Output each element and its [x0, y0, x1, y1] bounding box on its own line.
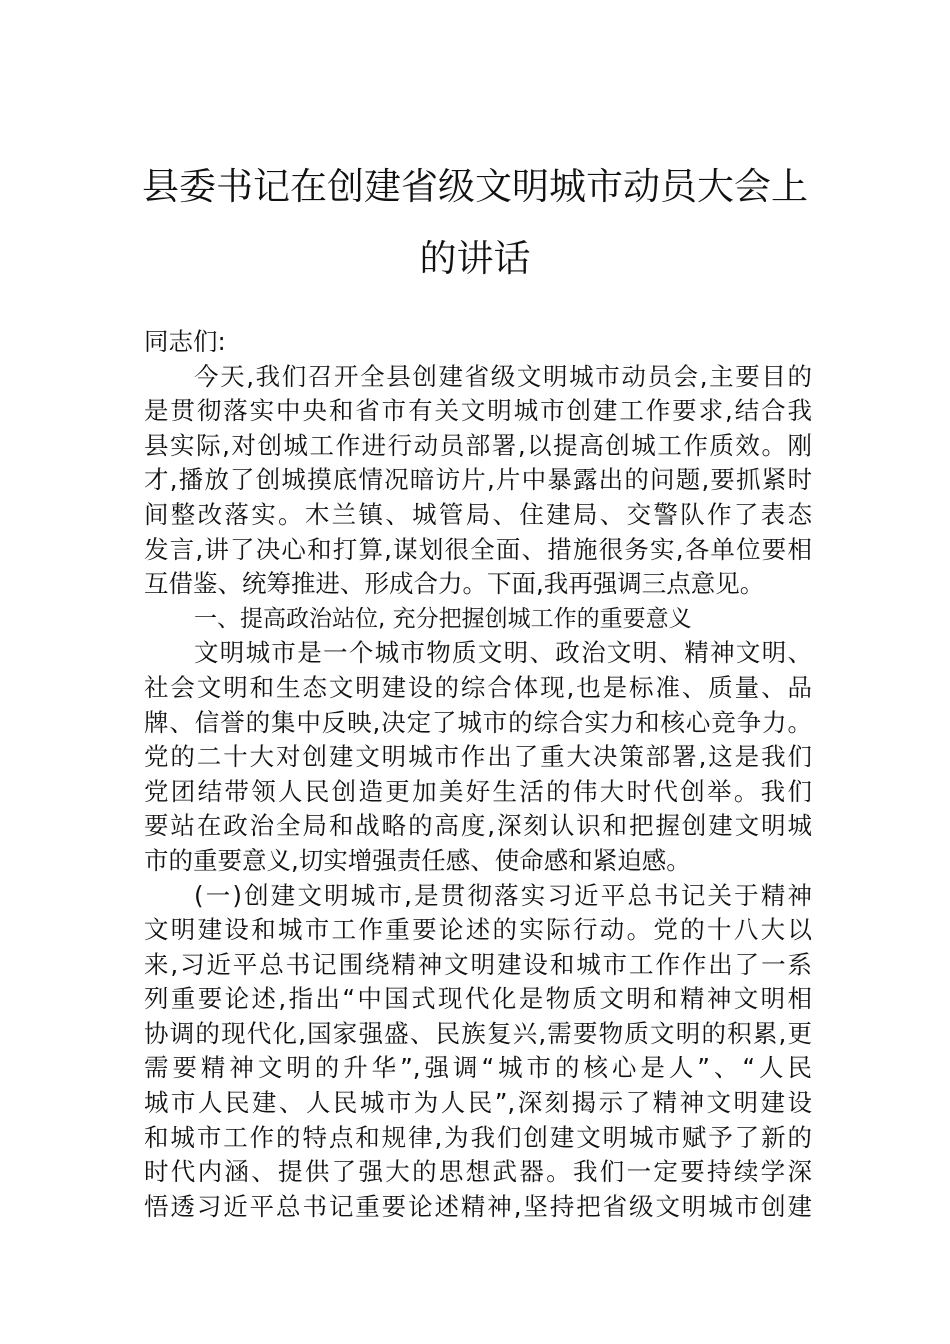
- body-line: 需要精神文明的升华”,强调“城市的核心是人”、“人民: [144, 1053, 812, 1083]
- body-line: 党团结带领人民创造更加美好生活的伟大时代创举。我们: [144, 776, 812, 806]
- body-line: 牌、信誉的集中反映,决定了城市的综合实力和核心竞争力。: [144, 707, 812, 737]
- body-line: 才,播放了创城摸底情况暗访片,片中暴露出的问题,要抓紧时: [144, 465, 812, 495]
- body-line: 要站在政治全局和战略的高度,深刻认识和把握创建文明城: [144, 811, 812, 841]
- body-line: 和城市工作的特点和规律,为我们创建文明城市赋予了新的: [144, 1122, 812, 1152]
- body-line: 社会文明和生态文明建设的综合体现,也是标准、质量、品: [144, 672, 812, 702]
- document-body: [144, 325, 812, 1224]
- body-line: 间整改落实。木兰镇、城管局、住建局、交警队作了表态: [144, 499, 812, 529]
- document-title-line-2: 的讲话: [419, 237, 531, 280]
- body-line: (一)创建文明城市,是贯彻落实习近平总书记关于精神: [194, 880, 812, 910]
- body-line: 市的重要意义,切实增强责任感、使命感和紧迫感。: [144, 845, 691, 875]
- body-line: 党的二十大对创建文明城市作出了重大决策部署,这是我们: [144, 742, 812, 772]
- body-line: 互借鉴、统筹推进、形成合力。下面,我再强调三点意见。: [144, 569, 765, 599]
- body-line: 悟透习近平总书记重要论述精神,坚持把省级文明城市创建: [144, 1191, 812, 1221]
- body-line: 今天,我们召开全县创建省级文明城市动员会,主要目的: [194, 361, 812, 391]
- body-line: 是贯彻落实中央和省市有关文明城市创建工作要求,结合我: [144, 396, 812, 426]
- body-line: 县实际,对创城工作进行动员部署,以提高创城工作质效。刚: [144, 430, 812, 460]
- section-heading: 一、提高政治站位, 充分把握创城工作的重要意义: [194, 605, 692, 632]
- body-line: 时代内涵、提供了强大的思想武器。我们一定要持续学深: [144, 1157, 812, 1187]
- body-line: 文明建设和城市工作重要论述的实际行动。党的十八大以: [144, 915, 812, 945]
- body-line: 文明城市是一个城市物质文明、政治文明、精神文明、: [194, 638, 812, 668]
- body-line: 协调的现代化,国家强盛、民族复兴,需要物质文明的积累,更: [144, 1018, 812, 1048]
- body-line: 城市人民建、人民城市为人民”,深刻揭示了精神文明建设: [144, 1088, 812, 1118]
- body-line: 列重要论述,指出“中国式现代化是物质文明和精神文明相: [144, 984, 812, 1014]
- salutation: 同志们:: [144, 327, 226, 356]
- document-title-line-1: 县委书记在创建省级文明城市动员大会上: [142, 165, 808, 208]
- body-line: 发言,讲了决心和打算,谋划很全面、措施很务实,各单位要相: [144, 534, 812, 564]
- body-line: 来,习近平总书记围绕精神文明建设和城市工作作出了一系: [144, 949, 812, 979]
